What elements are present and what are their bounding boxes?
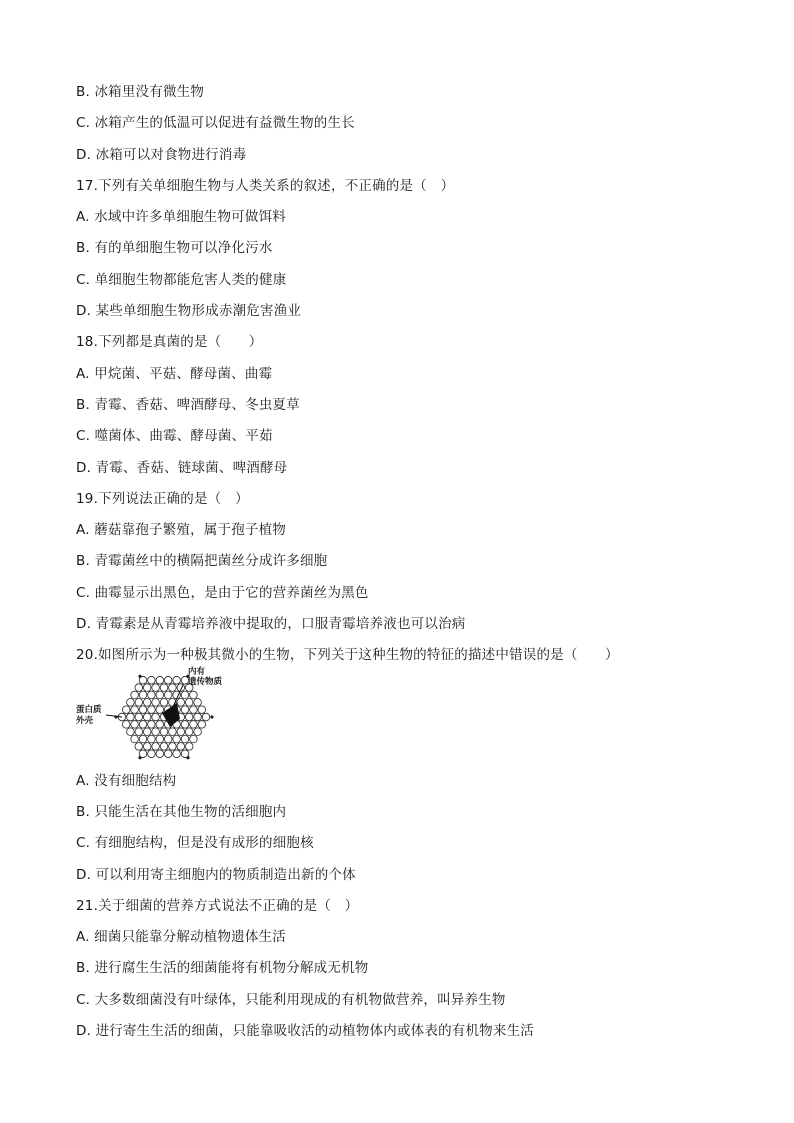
- capsid-sphere: [143, 683, 151, 691]
- capsid-sphere: [139, 705, 147, 713]
- capsid-sphere: [148, 691, 156, 699]
- exam-page: [76, 80, 736, 1050]
- capsid-sphere: [194, 713, 202, 721]
- capsid-sphere: [164, 735, 172, 743]
- capsid-sphere: [143, 728, 151, 736]
- capsid-sphere: [160, 698, 168, 706]
- capsid-sphere: [173, 750, 181, 758]
- capsid-sphere: [177, 698, 185, 706]
- q20-stem: 20.如图所示为一种极其微小的生物，下列关于这种生物的特征的描述中错误的是（ ）: [76, 647, 619, 664]
- capsid-sphere: [156, 676, 164, 684]
- capsid-sphere: [190, 720, 198, 728]
- capsid-sphere: [143, 698, 151, 706]
- capsid-sphere: [164, 750, 172, 758]
- capsid-sphere: [169, 742, 177, 750]
- q20-option-d: D. 可以利用寄主细胞内的物质制造出新的个体: [76, 866, 356, 883]
- capsid-sphere: [190, 705, 198, 713]
- q18-option-a: A. 甲烷菌、平菇、酵母菌、曲霉: [76, 365, 273, 382]
- capsid-sphere: [181, 691, 189, 699]
- capsid-sphere: [173, 676, 181, 684]
- capsid-sphere: [135, 728, 143, 736]
- capsid-sphere: [148, 705, 156, 713]
- capsid-sphere: [190, 735, 198, 743]
- q20-option-a: A. 没有细胞结构: [76, 772, 177, 789]
- q19-option-a: A. 蘑菇靠孢子繁殖，属于孢子植物: [76, 522, 286, 539]
- q17-option-a: A. 水域中许多单细胞生物可做饵料: [76, 209, 286, 226]
- q16-option-d: D. 冰箱可以对食物进行消毒: [76, 146, 247, 163]
- capsid-sphere: [122, 720, 130, 728]
- capsid-sphere: [181, 735, 189, 743]
- capsid-sphere: [152, 728, 160, 736]
- capsid-sphere: [185, 698, 193, 706]
- capsid-sphere: [131, 691, 139, 699]
- capsid-sphere: [194, 698, 202, 706]
- capsid-sphere: [156, 735, 164, 743]
- capsid-sphere: [148, 676, 156, 684]
- capsid-sphere: [152, 698, 160, 706]
- capsid-spike: [210, 715, 213, 718]
- capsid-sphere: [148, 720, 156, 728]
- capsid-sphere: [156, 750, 164, 758]
- capsid-sphere: [127, 698, 135, 706]
- q19-option-c: C. 曲霉显示出黑色，是由于它的营养菌丝为黑色: [76, 584, 369, 601]
- capsid-sphere: [131, 735, 139, 743]
- q18-option-b: B. 青霉、香菇、啤酒酵母、冬虫夏草: [76, 396, 300, 413]
- q20-option-b: B. 只能生活在其他生物的活细胞内: [76, 803, 287, 820]
- capsid-sphere: [181, 705, 189, 713]
- capsid-sphere: [156, 691, 164, 699]
- capsid-sphere: [198, 720, 206, 728]
- capsid-sphere: [152, 713, 160, 721]
- q21-option-c: C. 大多数细菌没有叶绿体，只能利用现成的有机物做营养，叫异养生物: [76, 991, 506, 1008]
- capsid-sphere: [139, 720, 147, 728]
- capsid-sphere: [169, 728, 177, 736]
- capsid-sphere: [135, 742, 143, 750]
- q20-option-c: C. 有细胞结构，但是没有成形的细胞核: [76, 835, 314, 852]
- q17-option-c: C. 单细胞生物都能危害人类的健康: [76, 271, 287, 288]
- capsid-sphere: [185, 728, 193, 736]
- q18-option-c: C. 噬菌体、曲霉、酵母菌、平茹: [76, 428, 273, 445]
- protein-shell-label-line2: 外壳: [76, 715, 94, 726]
- capsid-sphere: [143, 742, 151, 750]
- genetic-material-label-line2: 遗传物质: [188, 676, 223, 687]
- q18-option-d: D. 青霉、香菇、链球菌、啤酒酵母: [76, 459, 288, 476]
- capsid-sphere: [152, 742, 160, 750]
- protein-shell-label-line1: 蛋白质: [76, 704, 102, 715]
- capsid-sphere: [127, 713, 135, 721]
- q21-option-d: D. 进行寄生生活的细菌，只能靠吸收活的动植物体内或体表的有机物来生活: [76, 1023, 534, 1040]
- capsid-sphere: [135, 713, 143, 721]
- capsid-sphere: [131, 720, 139, 728]
- capsid-sphere: [152, 683, 160, 691]
- q17-stem: 17.下列有关单细胞生物与人类关系的叙述，不正确的是（ ）: [76, 177, 455, 194]
- capsid-sphere: [160, 728, 168, 736]
- capsid-sphere: [156, 720, 164, 728]
- q19-option-b: B. 青霉菌丝中的横隔把菌丝分成许多细胞: [76, 553, 328, 570]
- capsid-sphere: [190, 691, 198, 699]
- capsid-sphere: [131, 705, 139, 713]
- capsid-sphere: [139, 691, 147, 699]
- capsid-sphere: [177, 728, 185, 736]
- capsid-spike: [186, 756, 189, 759]
- virus-illustration: [76, 666, 256, 765]
- q17-option-b: B. 有的单细胞生物可以净化污水: [76, 240, 273, 257]
- q21-option-b: B. 进行腐生生活的细菌能将有机物分解成无机物: [76, 960, 369, 977]
- capsid-spike: [138, 674, 141, 677]
- capsid-sphere: [143, 713, 151, 721]
- capsid-sphere: [198, 705, 206, 713]
- capsid-sphere: [135, 683, 143, 691]
- virus-diagram: [76, 666, 256, 765]
- capsid-sphere: [164, 676, 172, 684]
- q21-option-a: A. 细菌只能靠分解动植物遗体生活: [76, 929, 286, 946]
- capsid-sphere: [164, 691, 172, 699]
- q19-stem: 19.下列说法正确的是（ ）: [76, 490, 249, 507]
- protein-capsid-spheres: [114, 674, 213, 759]
- q16-option-b: B. 冰箱里没有微生物: [76, 84, 205, 100]
- capsid-sphere: [156, 705, 164, 713]
- q17-option-d: D. 某些单细胞生物形成赤潮危害渔业: [76, 303, 302, 320]
- capsid-sphere: [194, 728, 202, 736]
- capsid-sphere: [122, 705, 130, 713]
- q19-option-d: D. 青霉素是从青霉培养液中提取的，口服青霉培养液也可以治病: [76, 616, 466, 633]
- capsid-sphere: [135, 698, 143, 706]
- capsid-sphere: [202, 713, 210, 721]
- q16-option-c: C. 冰箱产生的低温可以促进有益微生物的生长: [76, 115, 355, 132]
- genetic-material-label-line1: 内有: [188, 666, 206, 677]
- capsid-sphere: [148, 750, 156, 758]
- capsid-sphere: [181, 720, 189, 728]
- capsid-sphere: [169, 683, 177, 691]
- q21-stem: 21.关于细菌的营养方式说法不正确的是（ ）: [76, 897, 359, 914]
- capsid-sphere: [139, 735, 147, 743]
- capsid-sphere: [173, 735, 181, 743]
- capsid-sphere: [185, 742, 193, 750]
- capsid-sphere: [160, 742, 168, 750]
- capsid-sphere: [127, 728, 135, 736]
- capsid-sphere: [177, 742, 185, 750]
- capsid-spike: [138, 756, 141, 759]
- capsid-sphere: [160, 683, 168, 691]
- capsid-sphere: [148, 735, 156, 743]
- q18-stem: 18.下列都是真菌的是（ ）: [76, 334, 263, 351]
- capsid-sphere: [185, 713, 193, 721]
